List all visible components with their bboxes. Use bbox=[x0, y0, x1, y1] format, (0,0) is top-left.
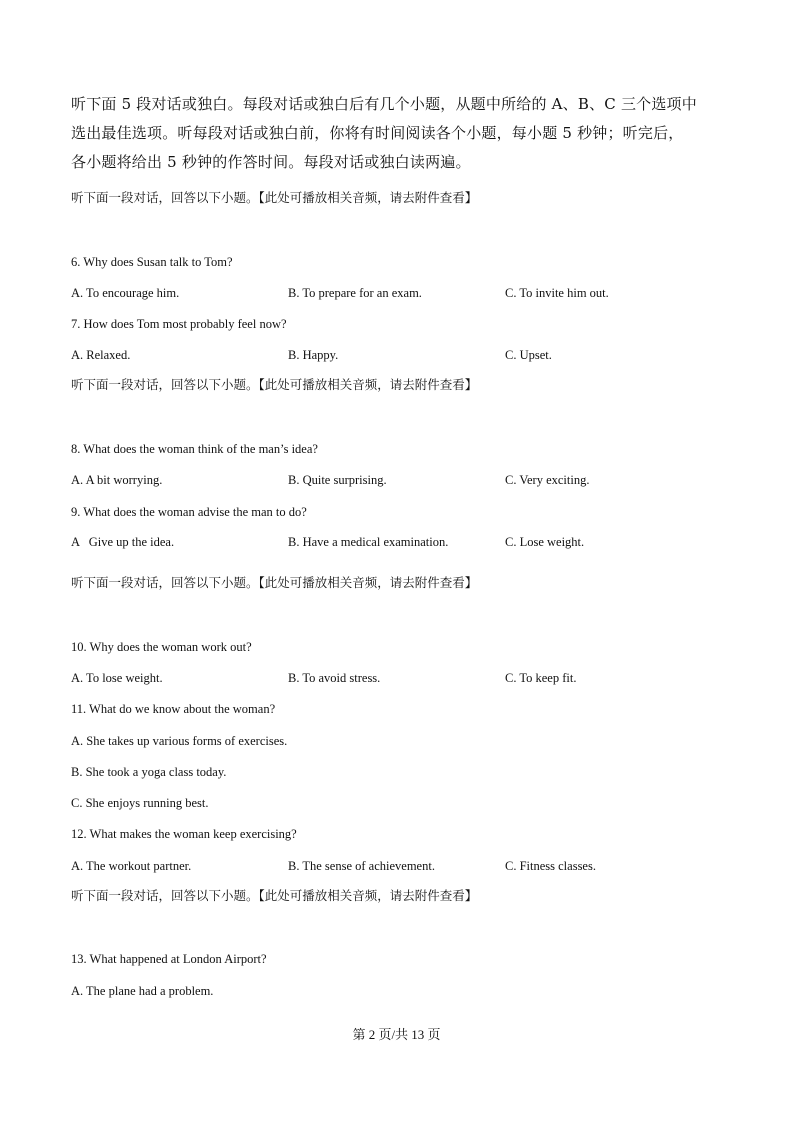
audio-note-2: 听下面一段对话，回答以下小题。【此处可播放相关音频，请去附件查看】 bbox=[71, 377, 478, 392]
question-6-option-c: C. To invite him out. bbox=[505, 286, 609, 300]
question-7-stem: 7. How does Tom most probably feel now? bbox=[71, 317, 287, 331]
question-9-option-b: B. Have a medical examination. bbox=[288, 535, 449, 549]
question-6-option-a: A. To encourage him. bbox=[71, 286, 180, 300]
question-8-stem: 8. What does the woman think of the man’s idea? bbox=[71, 442, 318, 456]
question-12-option-a: A. The workout partner. bbox=[71, 859, 192, 873]
question-9-option-c: C. Lose weight. bbox=[505, 535, 585, 549]
question-11-option-a: A. She takes up various forms of exercises. bbox=[71, 734, 288, 748]
question-8-option-b: B. Quite surprising. bbox=[288, 473, 387, 487]
question-6-option-b: B. To prepare for an exam. bbox=[288, 286, 422, 300]
question-12-stem: 12. What makes the woman keep exercising? bbox=[71, 827, 297, 841]
question-8-option-c: C. Very exciting. bbox=[505, 473, 590, 487]
question-12-option-b: B. The sense of achievement. bbox=[288, 859, 435, 873]
question-11-stem: 11. What do we know about the woman? bbox=[71, 702, 276, 716]
question-7-option-b: B. Happy. bbox=[288, 348, 339, 362]
question-7-option-a: A. Relaxed. bbox=[71, 348, 131, 362]
instruction-line-1: 听下面 5 段对话或独白。每段对话或独白后有几个小题，从题中所给的 A、B、C 三个选项中 bbox=[71, 95, 697, 113]
audio-note-1: 听下面一段对话，回答以下小题。【此处可播放相关音频，请去附件查看】 bbox=[71, 190, 478, 205]
question-10-option-b: B. To avoid stress. bbox=[288, 671, 381, 685]
question-10-option-c: C. To keep fit. bbox=[505, 671, 577, 685]
question-11-option-c: C. She enjoys running best. bbox=[71, 796, 209, 810]
audio-note-4: 听下面一段对话，回答以下小题。【此处可播放相关音频，请去附件查看】 bbox=[71, 888, 478, 903]
question-12-option-c: C. Fitness classes. bbox=[505, 859, 596, 873]
question-6-stem: 6. Why does Susan talk to Tom? bbox=[71, 255, 233, 269]
question-11-option-b: B. She took a yoga class today. bbox=[71, 765, 227, 779]
question-10-option-a: A. To lose weight. bbox=[71, 671, 163, 685]
question-13-stem: 13. What happened at London Airport? bbox=[71, 952, 267, 966]
section-instructions bbox=[71, 90, 726, 177]
question-9-option-a: A Give up the idea. bbox=[71, 535, 175, 549]
question-8-option-a: A. A bit worrying. bbox=[71, 473, 163, 487]
question-7-option-c: C. Upset. bbox=[505, 348, 552, 362]
question-13-option-a: A. The plane had a problem. bbox=[71, 984, 214, 998]
audio-note-3: 听下面一段对话，回答以下小题。【此处可播放相关音频，请去附件查看】 bbox=[71, 575, 478, 590]
instruction-line-2: 选出最佳选项。听每段对话或独白前，你将有时间阅读各个小题，每小题 5 秒钟；听完后， bbox=[71, 124, 684, 142]
page-footer: 第 2 页/共 13 页 bbox=[352, 1027, 441, 1042]
question-10-stem: 10. Why does the woman work out? bbox=[71, 640, 252, 654]
instruction-line-3: 各小题将给出 5 秒钟的作答时间。每段对话或独白读两遍。 bbox=[71, 153, 471, 171]
question-9-stem: 9. What does the woman advise the man to do? bbox=[71, 505, 307, 519]
